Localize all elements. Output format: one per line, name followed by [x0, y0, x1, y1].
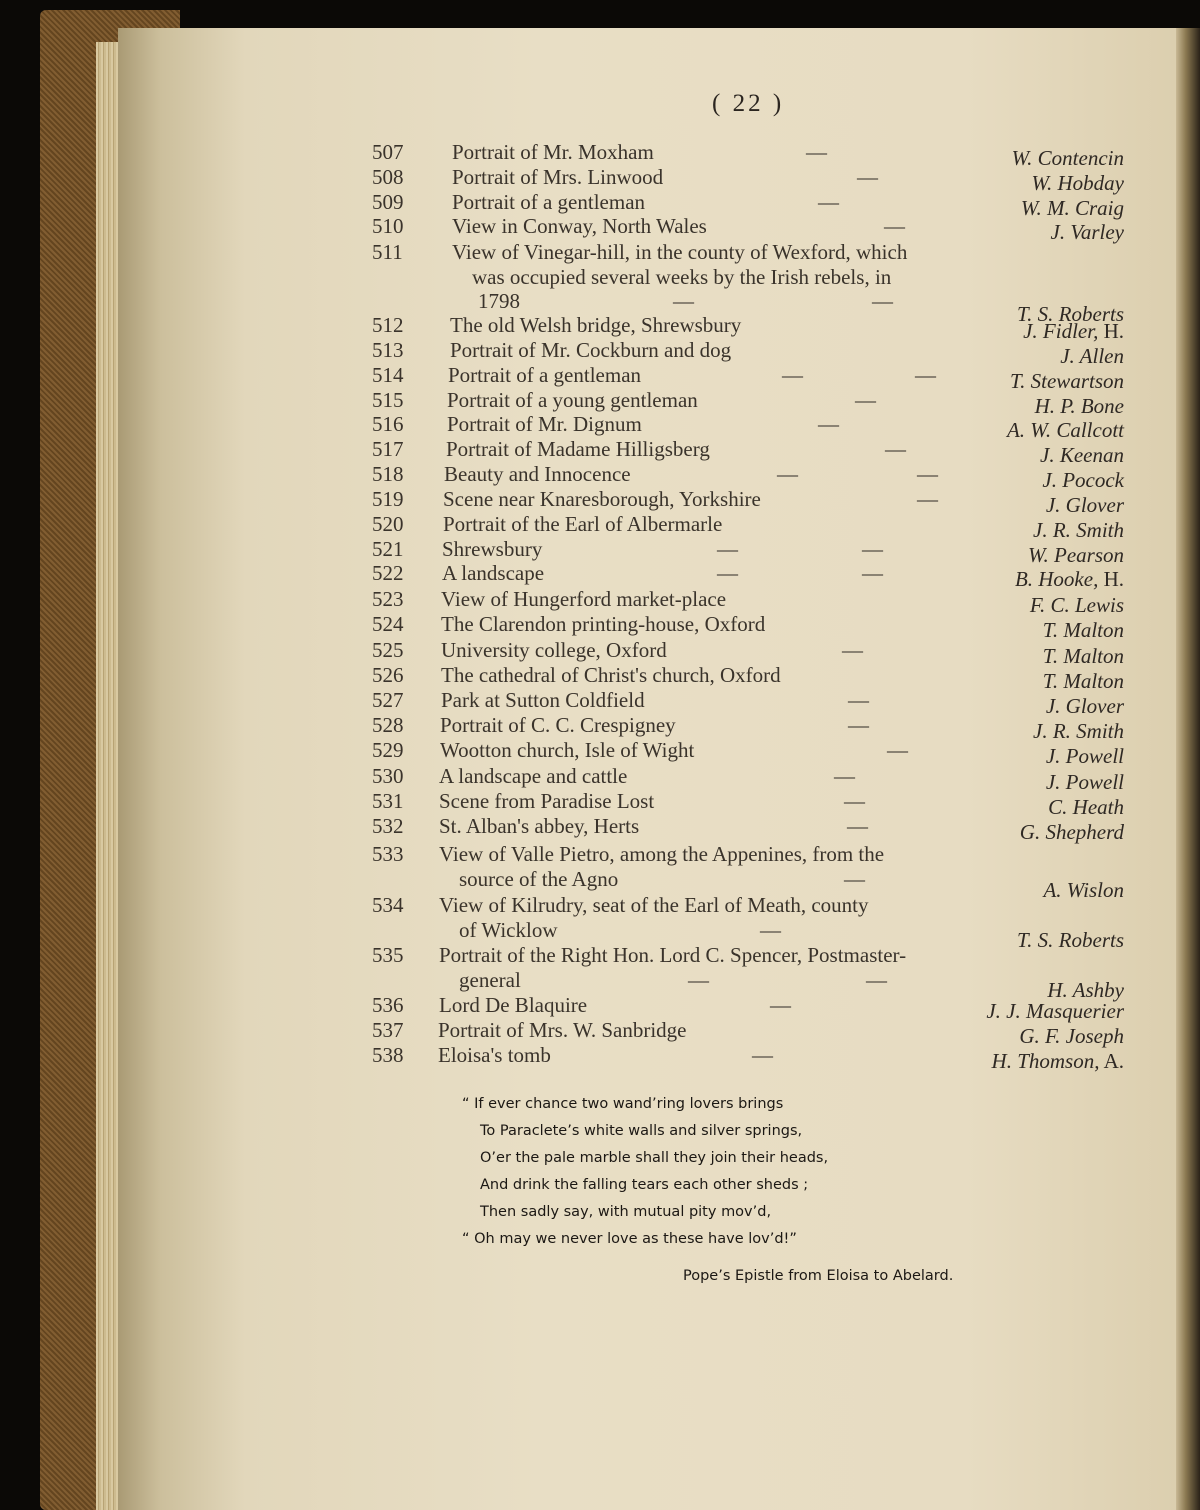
- entry-title: Lord De Blaquire: [439, 993, 588, 1017]
- entry-title: View of Vinegar-hill, in the county of Wexford, which: [452, 240, 908, 264]
- entry-dash: —: [887, 738, 908, 762]
- entry-dash: —: [848, 688, 869, 712]
- entry-dash: —: [885, 437, 906, 461]
- entry-title: The Clarendon printing-house, Oxford: [441, 612, 766, 636]
- entry-number: 537: [372, 1018, 404, 1042]
- quote-line: “ Oh may we never love as these have lov’d!”: [462, 1231, 797, 1247]
- entry-number: 518: [372, 462, 404, 486]
- entry-title: Portrait of the Right Hon. Lord C. Spencer, Postmaster-: [439, 943, 907, 967]
- entry-title: Eloisa's tomb: [438, 1043, 551, 1067]
- entry-artist: G. F. Joseph: [1019, 1024, 1124, 1048]
- entry-number: 530: [372, 764, 404, 788]
- entry-title: The cathedral of Christ's church, Oxford: [441, 663, 781, 687]
- entry-number: 528: [372, 713, 404, 737]
- entry-number: 525: [372, 638, 404, 662]
- entry-dash: —: [818, 190, 839, 214]
- entry-title: Portrait of Mr. Moxham: [452, 140, 654, 164]
- entry-dash: —: [915, 363, 936, 387]
- quote-line: To Paraclete’s white walls and silver springs,: [480, 1123, 803, 1139]
- entry-artist: T. Stewartson: [1010, 369, 1124, 393]
- entry-number: 512: [372, 313, 404, 337]
- entry-number: 524: [372, 612, 404, 636]
- entry-dash: —: [855, 388, 876, 412]
- entry-number: 521: [372, 537, 404, 561]
- entry-artist: J. Glover: [1045, 694, 1124, 718]
- entry-title: Portrait of Mrs. Linwood: [452, 165, 664, 189]
- entry-dash: —: [848, 713, 869, 737]
- entry-number: 516: [372, 412, 404, 436]
- entry-number: 533: [372, 842, 404, 866]
- entry-dash: —: [834, 764, 855, 788]
- entry-title: Portrait of a gentleman: [452, 190, 646, 214]
- entry-artist: B. Hooke, H.: [1014, 567, 1124, 591]
- entry-artist: G. Shepherd: [1019, 820, 1124, 844]
- entry-artist: J. Allen: [1060, 344, 1124, 368]
- entry-title: Park at Sutton Coldfield: [441, 688, 645, 712]
- entry-title: A landscape: [442, 561, 545, 585]
- entry-title: Portrait of a gentleman: [448, 363, 642, 387]
- entry-dash: —: [917, 462, 938, 486]
- entry-number: 526: [372, 663, 404, 687]
- entry-title: Portrait of Mr. Cockburn and dog: [450, 338, 732, 362]
- entry-title: general: [459, 967, 521, 992]
- entry-number: 514: [372, 363, 404, 387]
- entry-dash: —: [862, 537, 883, 561]
- entry-artist: T. Malton: [1042, 669, 1124, 693]
- entry-title: Portrait of C. C. Crespigney: [440, 713, 676, 737]
- entry-title: View of Valle Pietro, among the Appenines, from the: [439, 842, 885, 866]
- entry-artist: J. J. Masquerier: [986, 999, 1124, 1023]
- entry-title: Wootton church, Isle of Wight: [440, 738, 695, 762]
- entry-artist: T. Malton: [1042, 644, 1124, 668]
- entry-number: 534: [372, 893, 404, 917]
- entry-title: Scene from Paradise Lost: [439, 789, 655, 813]
- entry-artist: J. Pocock: [1042, 468, 1124, 492]
- entry-number: 515: [372, 388, 404, 412]
- entry-dash: —: [818, 412, 839, 436]
- entry-artist: W. Hobday: [1031, 171, 1124, 195]
- entry-number: 522: [372, 561, 404, 585]
- entry-title: Portrait of the Earl of Albermarle: [443, 512, 723, 536]
- entry-artist: C. Heath: [1048, 795, 1124, 819]
- entry-dash: —: [782, 363, 803, 387]
- entry-title: A landscape and cattle: [439, 764, 628, 788]
- entry-title: Portrait of Mrs. W. Sanbridge: [438, 1018, 687, 1042]
- entry-number: 517: [372, 437, 404, 461]
- entry-artist: A. W. Callcott: [1006, 418, 1124, 442]
- entry-artist-suffix: H.: [1098, 319, 1124, 343]
- entry-artist: T. S. Roberts: [1017, 928, 1124, 952]
- entry-title: View in Conway, North Wales: [452, 214, 707, 238]
- entry-artist: A. Wislon: [1043, 878, 1124, 902]
- entry-artist-suffix: A.: [1099, 1049, 1124, 1073]
- entry-number: 532: [372, 814, 404, 838]
- entry-artist: T. S. Roberts: [1017, 302, 1124, 326]
- entry-artist: J. Varley: [1050, 220, 1124, 244]
- quote-line: Then sadly say, with mutual pity mov’d,: [480, 1204, 772, 1220]
- entry-artist: W. M. Craig: [1020, 196, 1124, 220]
- entry-title: of Wicklow: [459, 917, 558, 942]
- entry-dash: —: [717, 561, 738, 585]
- entry-dash: —: [844, 789, 865, 813]
- quote-line: “ If ever chance two wand’ring lovers brings: [462, 1096, 784, 1112]
- entry-number: 508: [372, 165, 404, 189]
- entry-number: 519: [372, 487, 404, 511]
- entry-number: 507: [372, 140, 404, 164]
- entry-number: 538: [372, 1043, 404, 1067]
- entry-title: Portrait of Mr. Dignum: [447, 412, 642, 436]
- entry-number: 536: [372, 993, 404, 1017]
- entry-number: 527: [372, 688, 404, 712]
- entry-dash: —: [842, 638, 863, 662]
- entry-number: 529: [372, 738, 404, 762]
- page-number: ( 22 ): [712, 90, 785, 117]
- page-gutter-shadow: [1176, 28, 1200, 1510]
- entry-title: 1798: [478, 289, 520, 313]
- entry-title: View of Kilrudry, seat of the Earl of Meath, county: [439, 893, 869, 917]
- entry-number: 513: [372, 338, 404, 362]
- entry-dash: —: [752, 1043, 773, 1067]
- entry-artist: J. R. Smith: [1033, 518, 1124, 542]
- entry-dash: —: [844, 866, 865, 891]
- entry-artist: J. Powell: [1045, 770, 1124, 794]
- entry-dash: —: [688, 967, 709, 992]
- entry-artist: F. C. Lewis: [1029, 593, 1124, 617]
- entry-artist: J. Powell: [1045, 744, 1124, 768]
- entry-artist: J. Glover: [1045, 493, 1124, 517]
- entry-title: View of Hungerford market-place: [441, 587, 727, 611]
- entry-dash: —: [673, 289, 694, 313]
- entry-artist: H. Thomson, A.: [991, 1049, 1124, 1073]
- entry-title: Portrait of a young gentleman: [447, 388, 698, 412]
- entry-title: was occupied several weeks by the Irish rebels, in: [472, 264, 892, 289]
- entry-artist: W. Pearson: [1027, 543, 1124, 567]
- entry-title: Shrewsbury: [442, 537, 543, 561]
- entry-dash: —: [884, 214, 905, 238]
- entry-dash: —: [717, 537, 738, 561]
- entry-dash: —: [866, 967, 887, 992]
- entry-number: 511: [372, 240, 403, 264]
- entry-number: 520: [372, 512, 404, 536]
- entry-dash: —: [760, 917, 781, 942]
- entry-artist-suffix: H.: [1098, 567, 1124, 591]
- entry-artist: J. Keenan: [1040, 443, 1124, 467]
- entry-artist: H. Ashby: [1047, 978, 1124, 1002]
- entry-title: The old Welsh bridge, Shrewsbury: [450, 313, 742, 337]
- entry-number: 509: [372, 190, 404, 214]
- quote-line: O’er the pale marble shall they join their heads,: [480, 1150, 829, 1166]
- entry-artist: W. Contencin: [1011, 146, 1124, 170]
- entry-title: St. Alban's abbey, Herts: [439, 814, 640, 838]
- entry-dash: —: [862, 561, 883, 585]
- quote-attribution: Pope’s Epistle from Eloisa to Abelard.: [683, 1268, 954, 1284]
- entry-dash: —: [777, 462, 798, 486]
- entry-title: Scene near Knaresborough, Yorkshire: [443, 487, 761, 511]
- entry-title: Beauty and Innocence: [444, 462, 631, 486]
- entry-number: 531: [372, 789, 404, 813]
- entry-artist: H. P. Bone: [1034, 394, 1124, 418]
- entry-dash: —: [857, 165, 878, 189]
- entry-number: 523: [372, 587, 404, 611]
- entry-dash: —: [770, 993, 791, 1017]
- entry-title: source of the Agno: [459, 866, 619, 891]
- entry-number: 510: [372, 214, 404, 238]
- entry-title: University college, Oxford: [441, 638, 667, 662]
- entry-number: 535: [372, 943, 404, 967]
- entry-dash: —: [872, 289, 893, 313]
- entry-dash: —: [847, 814, 868, 838]
- entry-artist: T. Malton: [1042, 618, 1124, 642]
- entry-title: Portrait of Madame Hilligsberg: [446, 437, 710, 461]
- entry-artist: J. R. Smith: [1033, 719, 1124, 743]
- quote-line: And drink the falling tears each other sheds ;: [480, 1177, 809, 1193]
- entry-dash: —: [917, 487, 938, 511]
- entry-dash: —: [806, 140, 827, 164]
- entry-artist: J. Fidler, H.: [1023, 319, 1124, 343]
